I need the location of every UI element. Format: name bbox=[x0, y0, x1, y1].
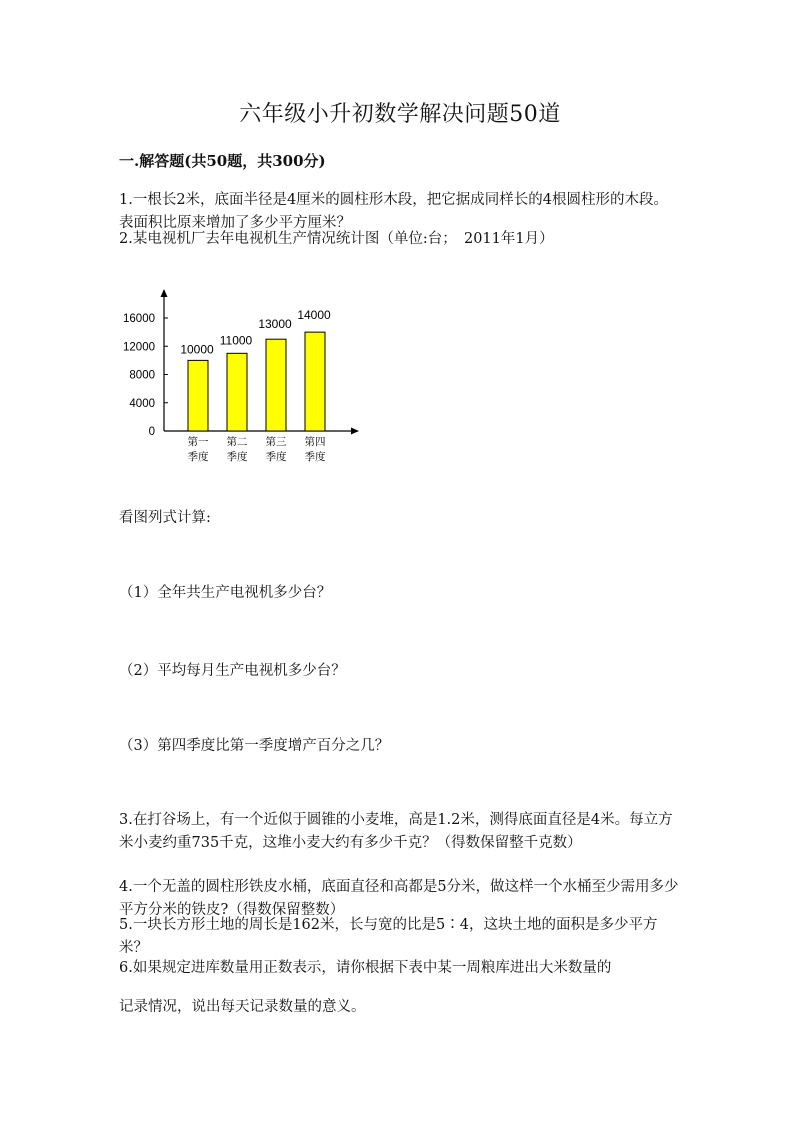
data-label: 13000 bbox=[258, 317, 292, 332]
page-title: 六年级小升初数学解决问题50道 bbox=[239, 102, 561, 127]
sub-question-3: （3）第四季度比第一季度增产百分之几？ bbox=[119, 738, 390, 754]
bar bbox=[305, 332, 325, 431]
bar-chart-container bbox=[119, 283, 369, 473]
y-tick-label: 16000 bbox=[123, 313, 155, 325]
bar bbox=[227, 353, 247, 431]
question-2: 2.某电视机厂去年电视机生产情况统计图（单位:台； 2011年1月） bbox=[119, 231, 554, 247]
category-label: 季度 bbox=[304, 451, 326, 463]
calc-instruction: 看图列式计算: bbox=[119, 510, 211, 526]
section-heading: 一.解答题(共50题，共300分) bbox=[119, 152, 326, 170]
data-label: 10000 bbox=[180, 342, 214, 357]
question-5: 5.一块长方形土地的周长是162米，长与宽的比是5∶4，这块土地的面积是多少平方米？ bbox=[119, 917, 658, 956]
question-6: 6.如果规定进库数量用正数表示，请你根据下表中某一周粮库进出大米数量的 bbox=[119, 960, 612, 976]
category-label: 第一 bbox=[187, 436, 209, 448]
question-1: 1.一根长2米，底面半径是4厘米的圆柱形木段，把它据成同样长的4根圆柱形的木段。表面积比原来增加了多少平方厘米？ bbox=[119, 192, 669, 231]
bar bbox=[188, 360, 208, 431]
x-axis-arrow bbox=[351, 428, 359, 435]
y-axis-arrow bbox=[161, 289, 168, 297]
y-tick-label: 0 bbox=[148, 426, 155, 438]
y-tick-label: 8000 bbox=[129, 369, 155, 382]
category-label: 季度 bbox=[226, 451, 248, 463]
category-label: 第二 bbox=[226, 436, 248, 448]
category-label: 第四 bbox=[304, 436, 326, 448]
y-tick-label: 12000 bbox=[123, 341, 155, 354]
data-label: 14000 bbox=[297, 308, 331, 323]
bar-chart bbox=[119, 283, 369, 473]
question-3: 3.在打谷场上，有一个近似于圆锥的小麦堆，高是1.2米，测得底面直径是4米。每立方米小麦约重735千克，这堆小麦大约有多少千克？（得数保留整千克数） bbox=[119, 812, 673, 851]
category-label: 季度 bbox=[187, 451, 209, 463]
sub-question-2: （2）平均每月生产电视机多少台？ bbox=[119, 663, 346, 679]
data-label: 11000 bbox=[219, 333, 253, 348]
sub-question-1: （1）全年共生产电视机多少台？ bbox=[119, 585, 332, 601]
question-4: 4.一个无盖的圆柱形铁皮水桶，底面直径和高都是5分米，做这样一个水桶至少需用多少平方分米的铁皮?（得数保留整数） bbox=[119, 879, 679, 918]
category-label: 季度 bbox=[265, 451, 287, 463]
category-label: 第三 bbox=[265, 436, 287, 448]
bar bbox=[266, 339, 286, 431]
question-6-continued: 记录情况，说出每天记录数量的意义。 bbox=[119, 999, 366, 1015]
y-tick-label: 4000 bbox=[129, 397, 155, 410]
